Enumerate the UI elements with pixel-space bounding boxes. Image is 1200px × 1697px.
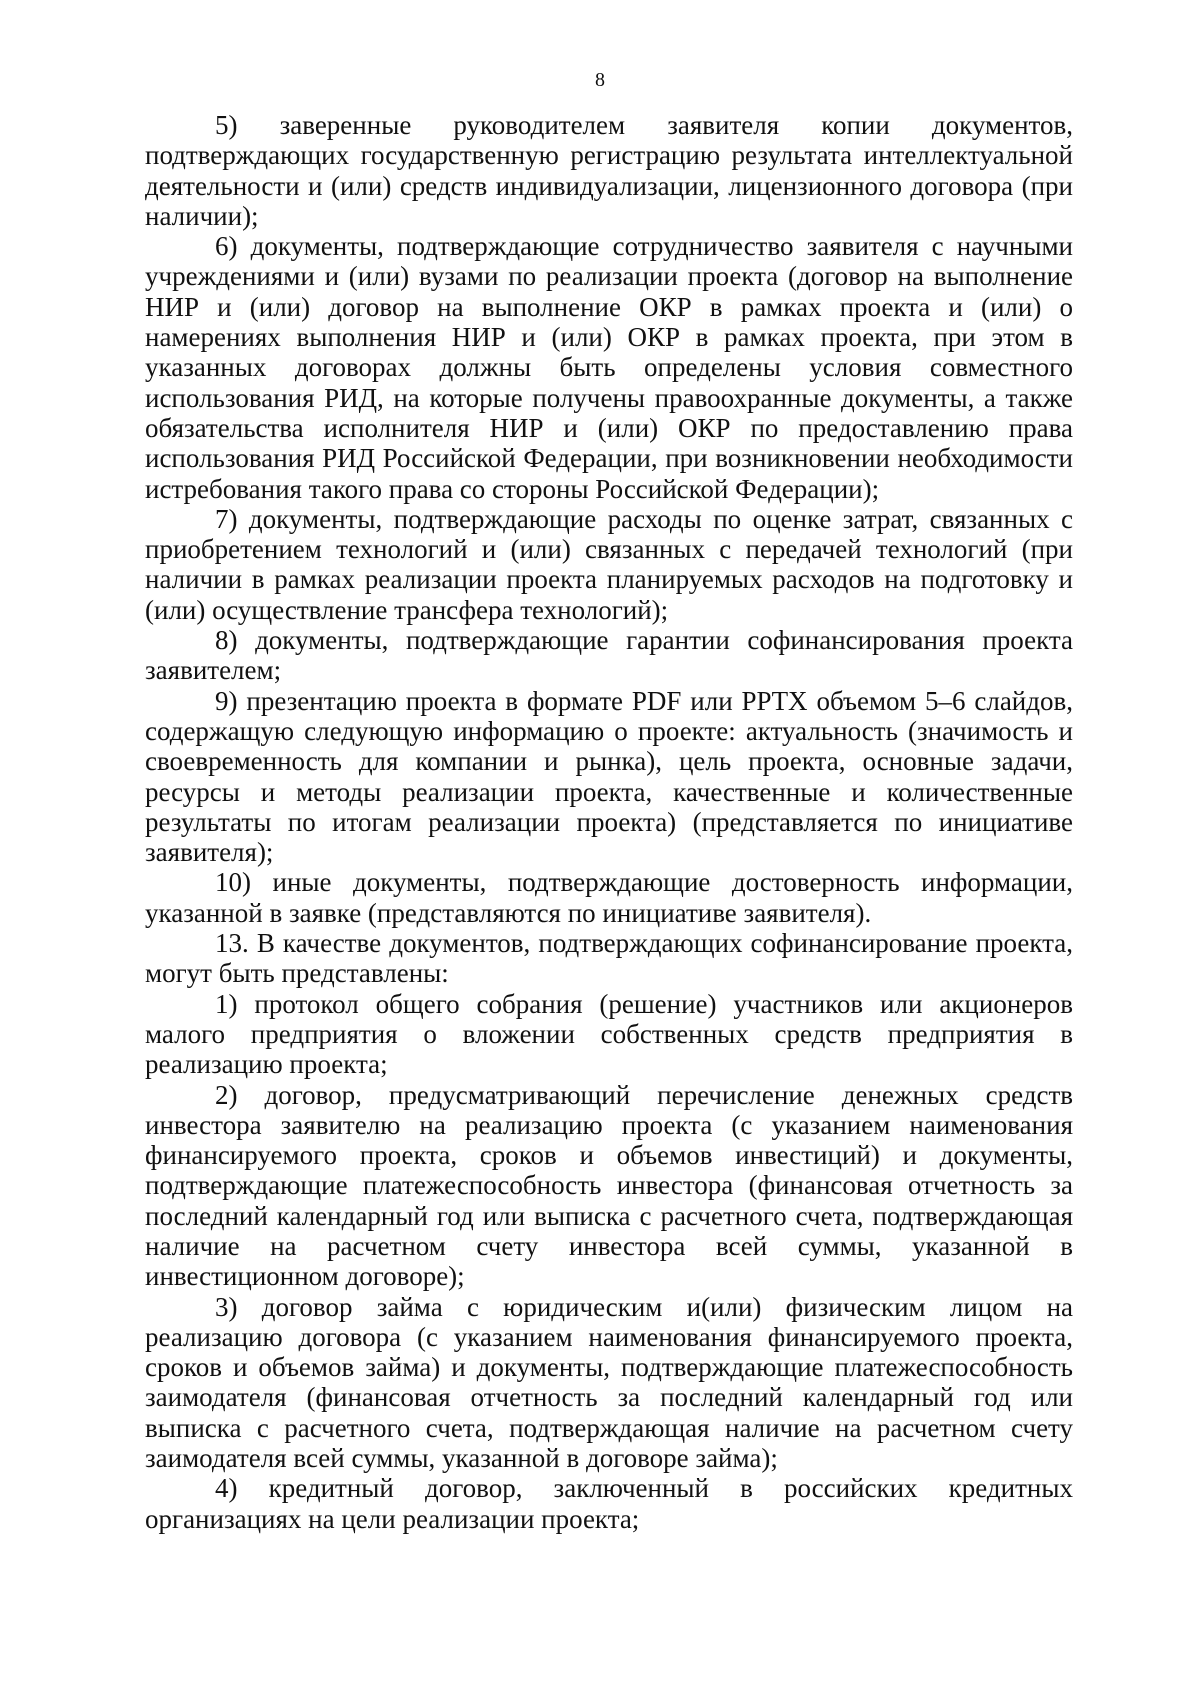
list-item-8-cofinancing-guarantees: 8) документы, подтверждающие гарантии софинансирования проекта заявителем; [145, 625, 1073, 686]
document-body [145, 110, 1073, 1534]
list-item-3-loan-agreement: 3) договор займа с юридическим и(или) физическим лицом на реализацию договора (с указанием наименования финансируемого проекта, сроков и объемов займа) и документы, подтверждающие платежеспособность заимодателя (финансовая отчетность за последний календарный год или выписка с расчетного счета, подтверждающая наличие на расчетном счету заимодателя всей суммы, указанной в договоре займа); [145, 1291, 1073, 1474]
list-item-2-investor-agreement: 2) договор, предусматривающий перечисление денежных средств инвестора заявителю на реализацию проекта (с указанием наименования финансируемого проекта, сроков и объемов инвестиций) и документы, подтверждающие платежеспособность инвестора (финансовая отчетность за последний календарный год или выписка с расчетного счета, подтверждающая наличие на расчетном счету инвестора всей суммы, указанной в инвестиционном договоре); [145, 1079, 1073, 1292]
list-item-7-technology-costs: 7) документы, подтверждающие расходы по оценке затрат, связанных с приобретением технологий и (или) связанных с передачей технологий (при наличии в рамках реализации проекта планируемых расходов на подготовку и (или) осуществление трансфера технологий); [145, 503, 1073, 625]
list-item-9-presentation: 9) презентацию проекта в формате PDF или PPTX объемом 5–6 слайдов, содержащую следующую информацию о проекте: актуальность (значимость и своевременность для компании и рынка), цель проекта, основные задачи, ресурсы и методы реализации проекта, качественные и количественные результаты по итогам реализации проекта) (представляется по инициативе заявителя); [145, 685, 1073, 868]
list-item-6-cooperation-documents: 6) документы, подтверждающие сотрудничество заявителя с научными учреждениями и (или) вузами по реализации проекта (договор на выполнение НИР и (или) договор на выполнение ОКР в рамках проекта и (или) о намерениях выполнения НИР и (или) ОКР в рамках проекта, при этом в указанных договорах должны быть определены условия совместного использования РИД, на которые получены правоохранные документы, а также обязательства исполнителя НИР и (или) ОКР по предоставлению права использования РИД Российской Федерации, при возникновении необходимости истребования такого права со стороны Российской Федерации); [145, 231, 1073, 504]
list-item-4-credit-agreement: 4) кредитный договор, заключенный в российских кредитных организациях на цели реализации проекта; [145, 1473, 1073, 1534]
section-13-heading: 13. В качестве документов, подтверждающих софинансирование проекта, могут быть представлены: [145, 928, 1073, 989]
page-number: 8 [595, 69, 605, 91]
list-item-10-other-documents: 10) иные документы, подтверждающие достоверность информации, указанной в заявке (представляются по инициативе заявителя). [145, 867, 1073, 928]
list-item-5-certified-copies: 5) заверенные руководителем заявителя копии документов, подтверждающих государственную регистрацию результата интеллектуальной деятельности и (или) средств индивидуализации, лицензионного договора (при наличии); [145, 110, 1073, 231]
list-item-1-meeting-protocol: 1) протокол общего собрания (решение) участников или акционеров малого предприятия о вложении собственных средств предприятия в реализацию проекта; [145, 988, 1073, 1080]
